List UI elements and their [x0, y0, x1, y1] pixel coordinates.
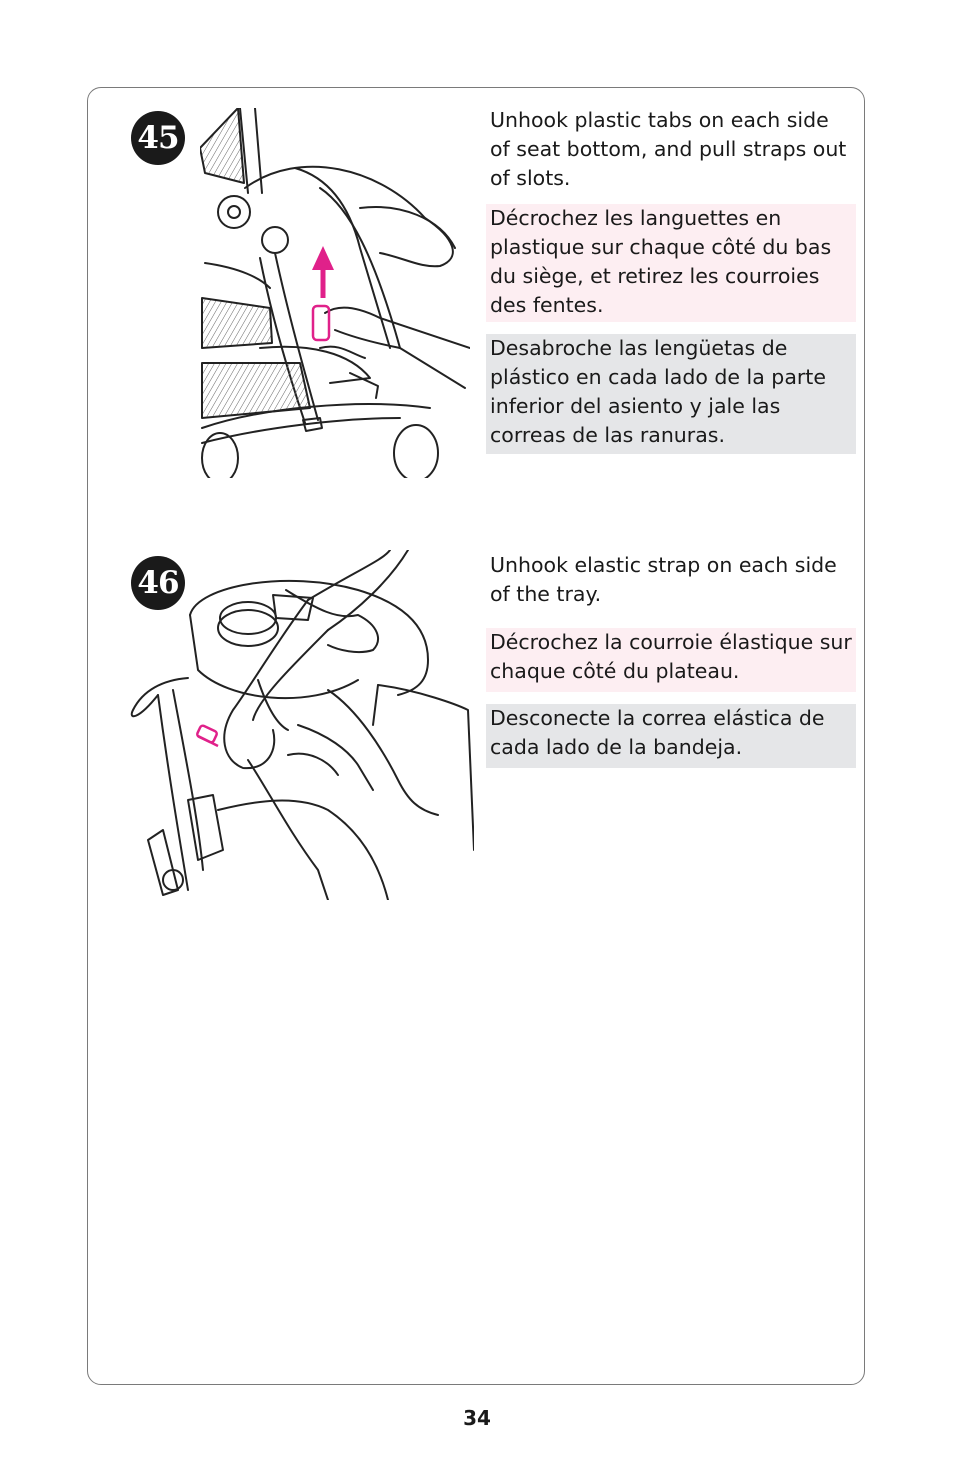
step-46-illustration [128, 550, 474, 900]
step-46-badge: 46 [131, 556, 185, 610]
step-45-french-text: Décrochez les languettes en plastique sur chaque côté du bas du siège, et retirez les courroies des fentes. [486, 204, 856, 322]
step-45-spanish-text: Desabroche las lengüetas de plástico en cada lado de la parte inferior del asiento y jale las correas de las ranuras. [486, 334, 856, 454]
step-45-english-text: Unhook plastic tabs on each side of seat bottom, and pull straps out of slots. [490, 108, 847, 190]
page-number: 34 [463, 1406, 491, 1430]
step-46-spanish-text: Desconecte la correa elástica de cada lado de la bandeja. [486, 704, 856, 768]
step-46-english-text: Unhook elastic strap on each side of the tray. [490, 553, 837, 606]
step-45-badge: 45 [131, 111, 185, 165]
step-45-illustration [200, 108, 470, 478]
step-46-french-text: Décrochez la courroie élastique sur chaque côté du plateau. [486, 628, 856, 692]
